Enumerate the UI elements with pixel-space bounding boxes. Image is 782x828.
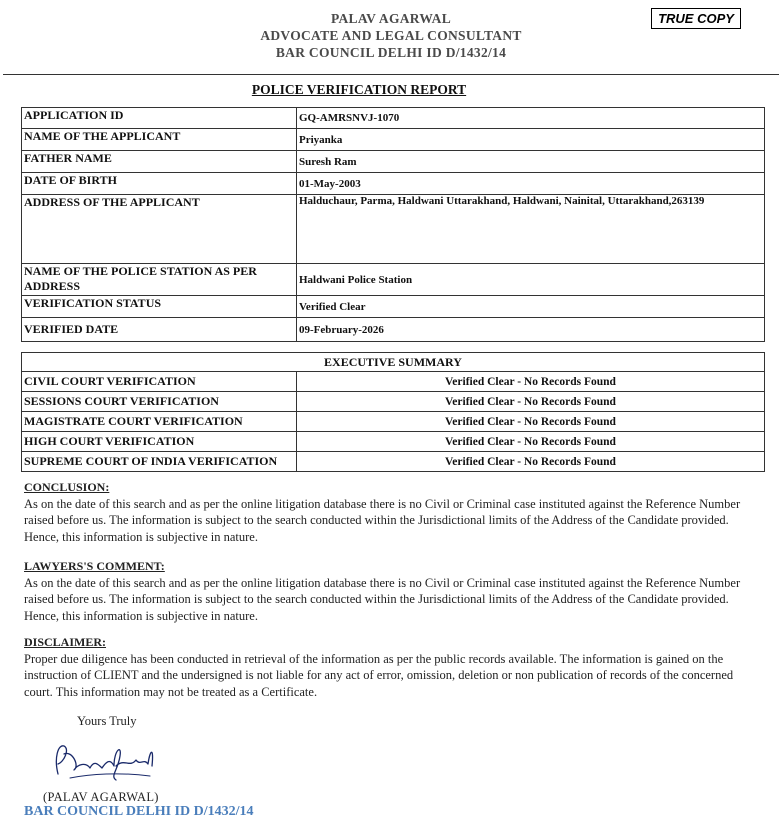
disclaimer-text: Proper due diligence has been conducted in retrieval of the information as per the public records available. The information is gained on the instruction of CLIENT and the undersigned is not liable for any act of error, omission, deletion or non publication of records of the concerned court. This information may not be treated as a Certificate. [24,651,734,699]
row-value: Verified Clear - No Records Found [297,392,765,412]
row-value: Verified Clear - No Records Found [297,412,765,432]
row-label: HIGH COURT VERIFICATION [22,432,297,452]
row-label: APPLICATION ID [22,108,297,129]
row-label: DATE OF BIRTH [22,173,297,195]
table-row [22,151,765,173]
executive-summary-table [21,352,765,472]
conclusion-section [24,479,759,545]
table-row [22,264,765,296]
true-copy-stamp: TRUE COPY [651,8,741,29]
row-label: MAGISTRATE COURT VERIFICATION [22,412,297,432]
lawyers-comment-text: As on the date of this search and as per the online litigation database there is no Civil or Criminal case instituted against the Reference Number raised before us. The information is subject to the search conducted within the Jurisdictional limits of the Address of the Candidate provided. Hence, this information is subjective in nature. [24,575,741,623]
row-label: NAME OF THE APPLICANT [22,129,297,151]
report-title: POLICE VERIFICATION REPORT [251,82,467,97]
row-value: Verified Clear - No Records Found [297,372,765,392]
table-row [22,296,765,318]
lawyers-comment-heading: LAWYERS'S COMMENT: [24,559,165,573]
table-row [22,432,765,452]
bar-council-footer: BAR COUNCIL DELHI ID D/1432/14 [24,804,254,819]
table-header-row [22,353,765,372]
conclusion-heading: CONCLUSION: [24,480,110,494]
advocate-role: ADVOCATE AND LEGAL CONSULTANT [260,28,522,43]
row-label: VERIFICATION STATUS [22,296,297,318]
closing-salutation: Yours Truly [77,714,137,728]
lawyers-comment-section [24,558,759,624]
table-row [22,392,765,412]
signatory-name: (PALAV AGARWAL) [43,790,159,804]
row-label: CIVIL COURT VERIFICATION [22,372,297,392]
row-value: Verified Clear - No Records Found [297,432,765,452]
table-row [22,452,765,472]
bar-council-id: BAR COUNCIL DELHI ID D/1432/14 [275,45,507,60]
table-row [22,173,765,195]
conclusion-text: As on the date of this search and as per the online litigation database there is no Civil or Criminal case instituted against the Reference Number raised before us. The information is subject to the search conducted within the Jurisdictional limits of the Address of the Candidate provided. Hence, this information is subjective in nature. [24,496,741,544]
row-label: SESSIONS COURT VERIFICATION [22,392,297,412]
row-value: Verified Clear - No Records Found [297,452,765,472]
applicant-details-table [21,107,765,342]
table-row [22,129,765,151]
row-value: Priyanka [297,129,765,151]
row-value: Haldwani Police Station [297,264,765,296]
row-label: ADDRESS OF THE APPLICANT [22,195,297,264]
table-row [22,318,765,342]
advocate-name: PALAV AGARWAL [330,11,452,26]
row-value: 09-February-2026 [297,318,765,342]
row-value: Suresh Ram [297,151,765,173]
row-label: NAME OF THE POLICE STATION AS PER ADDRESS [22,264,297,296]
row-label: SUPREME COURT OF INDIA VERIFICATION [22,452,297,472]
row-label: FATHER NAME [22,151,297,173]
table-row [22,108,765,129]
table-row [22,372,765,392]
row-value: Halduchaur, Parma, Haldwani Uttarakhand, Haldwani, Nainital, Uttarakhand,263139 [297,195,765,264]
row-value: Verified Clear [297,296,765,318]
row-label: VERIFIED DATE [22,318,297,342]
table-row [22,412,765,432]
row-value: GQ-AMRSNVJ-1070 [297,108,765,129]
disclaimer-section [24,634,759,700]
disclaimer-heading: DISCLAIMER: [24,635,107,649]
table-row [22,195,765,264]
header-divider [3,74,779,75]
executive-summary-heading: EXECUTIVE SUMMARY [22,353,765,372]
row-value: 01-May-2003 [297,173,765,195]
signature-image [50,736,160,786]
